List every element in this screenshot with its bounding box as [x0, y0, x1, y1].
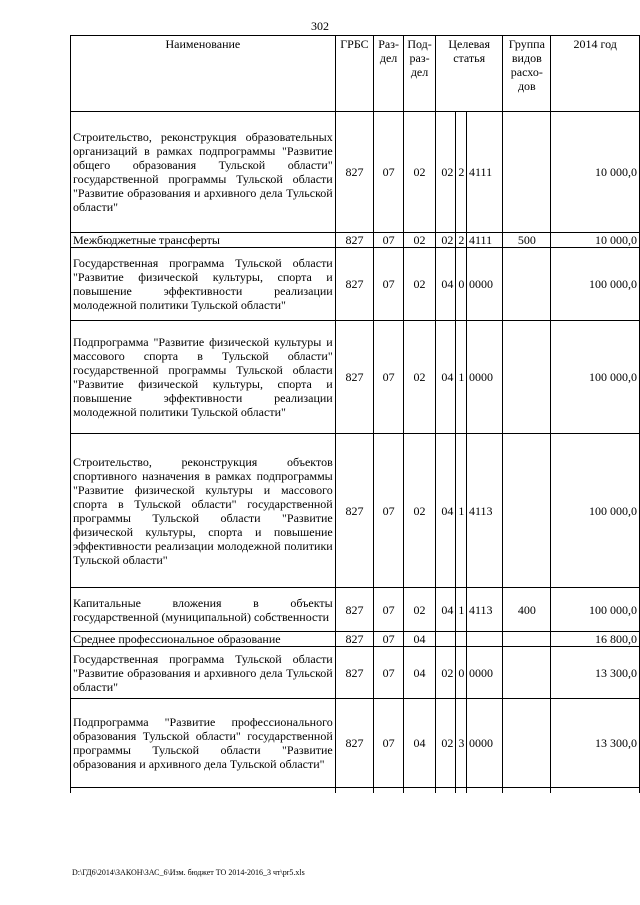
cell-pr: 02: [404, 588, 436, 632]
table-row: [71, 112, 640, 233]
cell-cs2: 1: [456, 588, 467, 632]
table-row: [71, 321, 640, 434]
cell-grbs: 827: [335, 699, 373, 788]
cell-name: Подпрограмма "Развитие профессионального образования Тульской области" государственной программы Тульской области "Развитие образования и архивного дела Тульской области": [71, 699, 336, 788]
cell-cs1: 04: [436, 248, 456, 321]
budget-table: [70, 35, 640, 793]
cell-pr: 04: [404, 699, 436, 788]
cell-rz: 07: [374, 434, 404, 588]
cell-cs3: [467, 632, 503, 647]
table-row: [71, 233, 640, 248]
cell-amount: 13 300,0: [551, 699, 640, 788]
cell-rz: 07: [374, 647, 404, 699]
cell-grbs: 827: [335, 588, 373, 632]
cell-cs2: [456, 632, 467, 647]
cell-name: Строительство, реконструкция объектов спортивного назначения в рамках подпрограммы "Развитие физической культуры и массового спорта в Тульской области" государственной программы Тульской области "Развитие физической культуры, спорта и повышение эффективности реализации молодежной политики Тульской области": [71, 434, 336, 588]
cell-pr: 02: [404, 248, 436, 321]
cell-name: Межбюджетные трансферты: [71, 233, 336, 248]
table-row: [71, 632, 640, 647]
header-razdel: Раз-дел: [374, 36, 404, 112]
cell-pr: 02: [404, 233, 436, 248]
cell-empty: [436, 788, 456, 793]
cell-rz: 07: [374, 632, 404, 647]
header-row: [71, 36, 640, 112]
cell-grbs: 827: [335, 248, 373, 321]
cell-rz: 07: [374, 699, 404, 788]
cell-pr: 02: [404, 321, 436, 434]
cell-cs3: 4113: [467, 588, 503, 632]
cell-name: Среднее профессиональное образование: [71, 632, 336, 647]
cell-amount: 100 000,0: [551, 248, 640, 321]
header-name: Наименование: [71, 36, 336, 112]
header-grbs: ГРБС: [335, 36, 373, 112]
header-podrazdel: Под-раз-дел: [404, 36, 436, 112]
cell-amount: 13 300,0: [551, 647, 640, 699]
cell-cs3: 4111: [467, 233, 503, 248]
cell-cs1: 04: [436, 434, 456, 588]
cell-empty: [467, 788, 503, 793]
cell-vr: 500: [503, 233, 551, 248]
cell-pr: 04: [404, 647, 436, 699]
cell-amount: 100 000,0: [551, 588, 640, 632]
page-number: 302: [311, 19, 329, 33]
cell-cs3: 0000: [467, 647, 503, 699]
cell-name: Государственная программа Тульской области "Развитие образования и архивного дела Тульской области": [71, 647, 336, 699]
cell-cs3: 4113: [467, 434, 503, 588]
table-row: [71, 647, 640, 699]
cell-grbs: 827: [335, 321, 373, 434]
cell-rz: 07: [374, 112, 404, 233]
cell-grbs: 827: [335, 112, 373, 233]
cell-name: Подпрограмма "Развитие физической культуры и массового спорта в Тульской области" государственной программы Тульской области "Развитие физической культуры, спорта и повышение эффективности реализации молодежной политики Тульской области": [71, 321, 336, 434]
cell-cs1: 02: [436, 699, 456, 788]
header-target-article: Целевая статья: [436, 36, 503, 112]
cell-amount: 10 000,0: [551, 233, 640, 248]
cell-cs2: 0: [456, 647, 467, 699]
cell-cs2: 1: [456, 434, 467, 588]
table-row: [71, 588, 640, 632]
cell-cs2: 1: [456, 321, 467, 434]
cell-vr: [503, 434, 551, 588]
cell-cs2: 3: [456, 699, 467, 788]
cell-cs3: 0000: [467, 321, 503, 434]
cell-empty: [374, 788, 404, 793]
cell-cs1: 02: [436, 233, 456, 248]
cell-cs3: 4111: [467, 112, 503, 233]
cell-empty: [335, 788, 373, 793]
file-path-footer: D:\ГД6\2014\ЗАКОН\ЗАС_6\Изм. бюджет ТО 2014-2016_3 чт\pr5.xls: [72, 868, 305, 877]
header-expense-group: Группа видов расхо-дов: [503, 36, 551, 112]
cell-cs1: 02: [436, 647, 456, 699]
cell-empty: [503, 788, 551, 793]
cell-cs1: 02: [436, 112, 456, 233]
cell-vr: [503, 248, 551, 321]
table-body: [71, 112, 640, 793]
cell-rz: 07: [374, 248, 404, 321]
cell-rz: 07: [374, 588, 404, 632]
cell-name: Капитальные вложения в объекты государственной (муниципальной) собственности: [71, 588, 336, 632]
cell-amount: 10 000,0: [551, 112, 640, 233]
cell-amount: 100 000,0: [551, 321, 640, 434]
table-row: [71, 434, 640, 588]
cell-cs1: 04: [436, 588, 456, 632]
cell-pr: 02: [404, 112, 436, 233]
cell-name: Строительство, реконструкция образовательных организаций в рамках подпрограммы "Развитие общего образования Тульской области" государственной программы Тульской области "Развитие образования и архивного дела Тульской области": [71, 112, 336, 233]
cell-vr: [503, 321, 551, 434]
header-year: 2014 год: [551, 36, 640, 112]
cell-cs3: 0000: [467, 699, 503, 788]
cell-cs2: 2: [456, 233, 467, 248]
cell-vr: [503, 699, 551, 788]
table-row: [71, 248, 640, 321]
cell-empty: [551, 788, 640, 793]
cell-cs1: [436, 632, 456, 647]
cell-rz: 07: [374, 233, 404, 248]
cell-grbs: 827: [335, 434, 373, 588]
cell-empty: [404, 788, 436, 793]
cell-vr: [503, 112, 551, 233]
cell-empty: [456, 788, 467, 793]
cell-rz: 07: [374, 321, 404, 434]
table-row-continuation: [71, 788, 640, 793]
table-row: [71, 699, 640, 788]
cell-pr: 02: [404, 434, 436, 588]
cell-amount: 100 000,0: [551, 434, 640, 588]
cell-vr: [503, 647, 551, 699]
cell-empty: [71, 788, 336, 793]
cell-grbs: 827: [335, 647, 373, 699]
cell-cs2: 2: [456, 112, 467, 233]
cell-cs1: 04: [436, 321, 456, 434]
cell-pr: 04: [404, 632, 436, 647]
cell-vr: 400: [503, 588, 551, 632]
cell-grbs: 827: [335, 233, 373, 248]
cell-amount: 16 800,0: [551, 632, 640, 647]
cell-cs2: 0: [456, 248, 467, 321]
cell-grbs: 827: [335, 632, 373, 647]
cell-name: Государственная программа Тульской области "Развитие физической культуры, спорта и повышение эффективности реализации молодежной политики Тульской области": [71, 248, 336, 321]
cell-cs3: 0000: [467, 248, 503, 321]
cell-vr: [503, 632, 551, 647]
